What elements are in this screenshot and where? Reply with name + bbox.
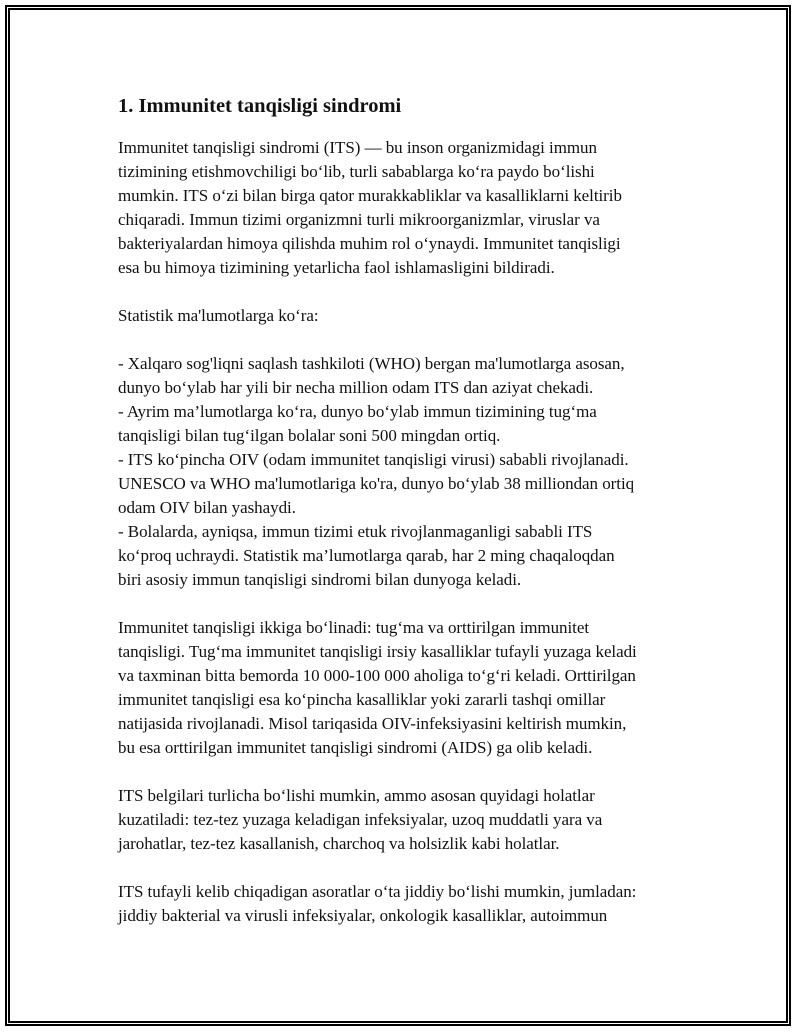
text-line: mumkin. ITS o‘zi bilan birga qator murakkabliklar va kasalliklarni keltirib bbox=[118, 186, 622, 205]
paragraph bbox=[118, 784, 698, 856]
text-line: jarohatlar, tez-tez kasallanish, charchoq va holsizlik kabi holatlar. bbox=[118, 834, 560, 853]
text-line: immunitet tanqisligi esa ko‘pincha kasalliklar yoki zararli tashqi omillar bbox=[118, 690, 606, 709]
text-line: tizimining etishmovchiligi bo‘lib, turli sabablarga ko‘ra paydo bo‘lishi bbox=[118, 162, 595, 181]
paragraph bbox=[118, 616, 698, 760]
text-line: - ITS ko‘pincha OIV (odam immunitet tanqisligi virusi) sababli rivojlanadi. bbox=[118, 450, 629, 469]
text-line: natijasida rivojlanadi. Misol tariqasida OIV-infeksiyasini keltirish mumkin, bbox=[118, 714, 627, 733]
text-line: Immunitet tanqisligi sindromi (ITS) — bu inson organizmidagi immun bbox=[118, 138, 597, 157]
text-line: UNESCO va WHO ma'lumotlariga ko'ra, dunyo bo‘ylab 38 milliondan ortiq bbox=[118, 474, 635, 493]
paragraph bbox=[118, 352, 698, 592]
text-line: - Ayrim ma’lumotlarga ko‘ra, dunyo bo‘ylab immun tizimining tug‘ma bbox=[118, 402, 597, 421]
text-line: chiqaradi. Immun tizimi organizmni turli mikroorganizmlar, viruslar va bbox=[118, 210, 600, 229]
text-line: bu esa orttirilgan immunitet tanqisligi sindromi (AIDS) ga olib keladi. bbox=[118, 738, 593, 757]
paragraph bbox=[118, 880, 698, 928]
section-heading: 1. Immunitet tanqisligi sindromi bbox=[118, 95, 402, 117]
text-line: - Bolalarda, ayniqsa, immun tizimi etuk rivojlanmaganligi sababli ITS bbox=[118, 522, 593, 541]
paragraph-list bbox=[118, 136, 698, 928]
paragraph bbox=[118, 136, 698, 280]
text-line: ITS tufayli kelib chiqadigan asoratlar o‘ta jiddiy bo‘lishi mumkin, jumladan: bbox=[118, 882, 637, 901]
text-line: tanqisligi. Tug‘ma immunitet tanqisligi irsiy kasalliklar tufayli yuzaga keladi bbox=[118, 642, 637, 661]
text-line: esa bu himoya tizimining yetarlicha faol ishlamasligini bildiradi. bbox=[118, 258, 555, 277]
text-line: jiddiy bakterial va virusli infeksiyalar, onkologik kasalliklar, autoimmun bbox=[118, 906, 608, 925]
document-body bbox=[118, 93, 698, 952]
text-line: bakteriyalardan himoya qilishda muhim rol o‘ynaydi. Immunitet tanqisligi bbox=[118, 234, 621, 253]
paragraph bbox=[118, 304, 698, 328]
text-line: ITS belgilari turlicha bo‘lishi mumkin, ammo asosan quyidagi holatlar bbox=[118, 786, 595, 805]
text-line: dunyo bo‘ylab har yili bir necha million odam ITS dan aziyat chekadi. bbox=[118, 378, 594, 397]
text-line: Immunitet tanqisligi ikkiga bo‘linadi: tug‘ma va orttirilgan immunitet bbox=[118, 618, 590, 637]
text-line: kuzatiladi: tez-tez yuzaga keladigan infeksiyalar, uzoq muddatli yara va bbox=[118, 810, 603, 829]
text-line: va taxminan bitta bemorda 10 000-100 000 aholiga to‘g‘ri keladi. Orttirilgan bbox=[118, 666, 636, 685]
text-line: biri asosiy immun tanqisligi sindromi bilan dunyoga keladi. bbox=[118, 570, 522, 589]
text-line: - Xalqaro sog'liqni saqlash tashkiloti (WHO) bergan ma'lumotlarga asosan, bbox=[118, 354, 625, 373]
text-line: tanqisligi bilan tug‘ilgan bolalar soni 500 mingdan ortiq. bbox=[118, 426, 501, 445]
text-line: odam OIV bilan yashaydi. bbox=[118, 498, 296, 517]
text-line: Statistik ma'lumotlarga ko‘ra: bbox=[118, 306, 319, 325]
text-line: ko‘proq uchraydi. Statistik ma’lumotlarga qarab, har 2 ming chaqaloqdan bbox=[118, 546, 615, 565]
